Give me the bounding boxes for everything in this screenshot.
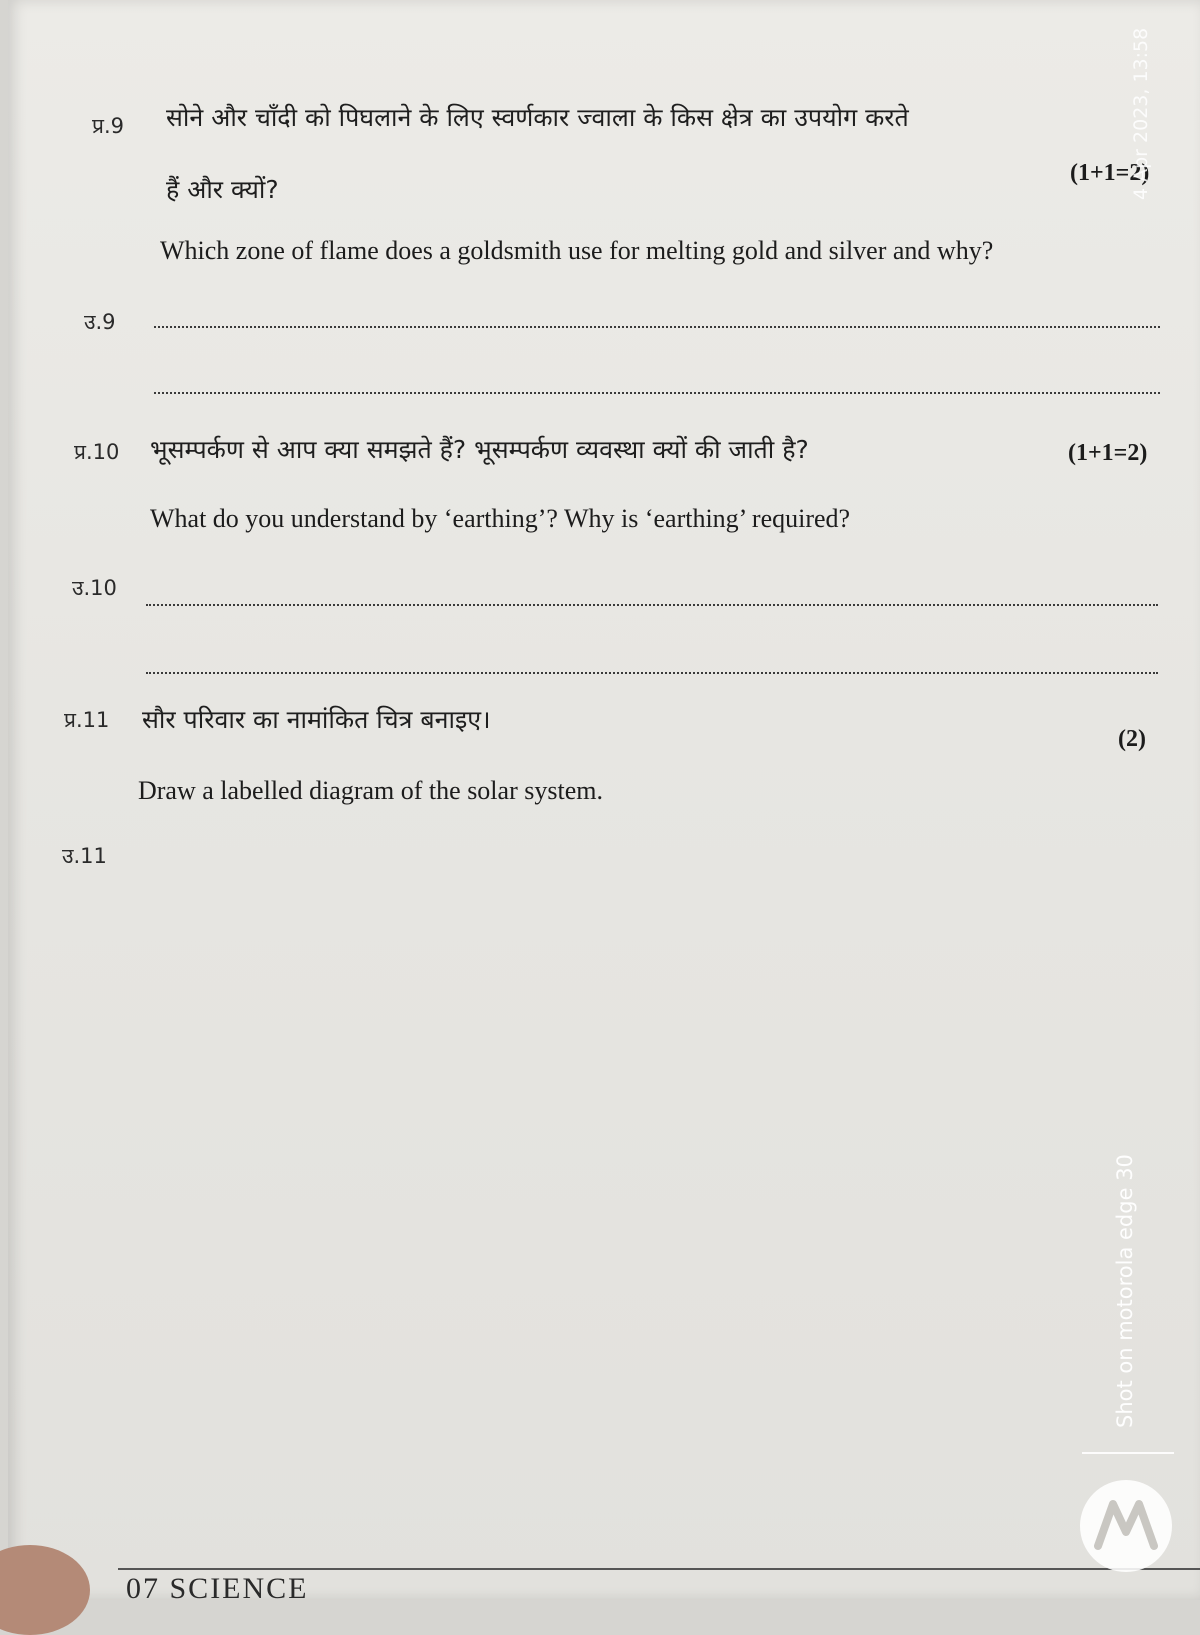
q11-answer-label: उ.11	[62, 844, 107, 868]
footer-rule	[118, 1568, 1200, 1570]
q9-number: प्र.9	[92, 114, 124, 138]
q10-marks: (1+1=2)	[1068, 440, 1148, 466]
q9-english: Which zone of flame does a goldsmith use for melting gold and silver and why?	[160, 236, 994, 265]
q10-number: प्र.10	[74, 440, 120, 464]
shot-on-watermark: Shot on motorola edge 30	[1113, 1154, 1137, 1428]
q9-marks: (1+1=2)	[1070, 160, 1150, 186]
q11-number: प्र.11	[64, 708, 110, 732]
q9-hindi-line2: हैं और क्यों?	[166, 175, 279, 204]
q9-answer-line-2	[154, 392, 1160, 394]
q10-answer-line-2	[146, 672, 1158, 674]
q10-answer-label: उ.10	[72, 576, 117, 600]
photo-timestamp-watermark: 4 Apr 2023, 13:58	[1130, 27, 1152, 200]
show-through-text	[128, 150, 134, 176]
q11-english: Draw a labelled diagram of the solar system.	[138, 776, 603, 805]
footer-subject-code: 07 SCIENCE	[126, 1572, 309, 1605]
motorola-logo-icon	[1080, 1480, 1172, 1572]
q10-english: What do you understand by ‘earthing’? Why is ‘earthing’ required?	[150, 504, 851, 533]
q10-answer-line-1	[146, 604, 1158, 606]
q9-answer-line-1	[154, 326, 1160, 328]
exam-paper-page	[8, 0, 1200, 1605]
watermark-divider	[1082, 1452, 1174, 1454]
q10-hindi: भूसम्पर्कण से आप क्या समझते हैं? भूसम्पर्कण व्यवस्था क्यों की जाती है?	[150, 435, 809, 464]
q11-marks: (2)	[1118, 726, 1146, 752]
q9-answer-label: उ.9	[84, 310, 116, 334]
q9-hindi-line1: सोने और चाँदी को पिघलाने के लिए स्वर्णकार ज्वाला के किस क्षेत्र का उपयोग करते	[166, 103, 909, 132]
q11-hindi: सौर परिवार का नामांकित चित्र बनाइए।	[142, 705, 491, 734]
